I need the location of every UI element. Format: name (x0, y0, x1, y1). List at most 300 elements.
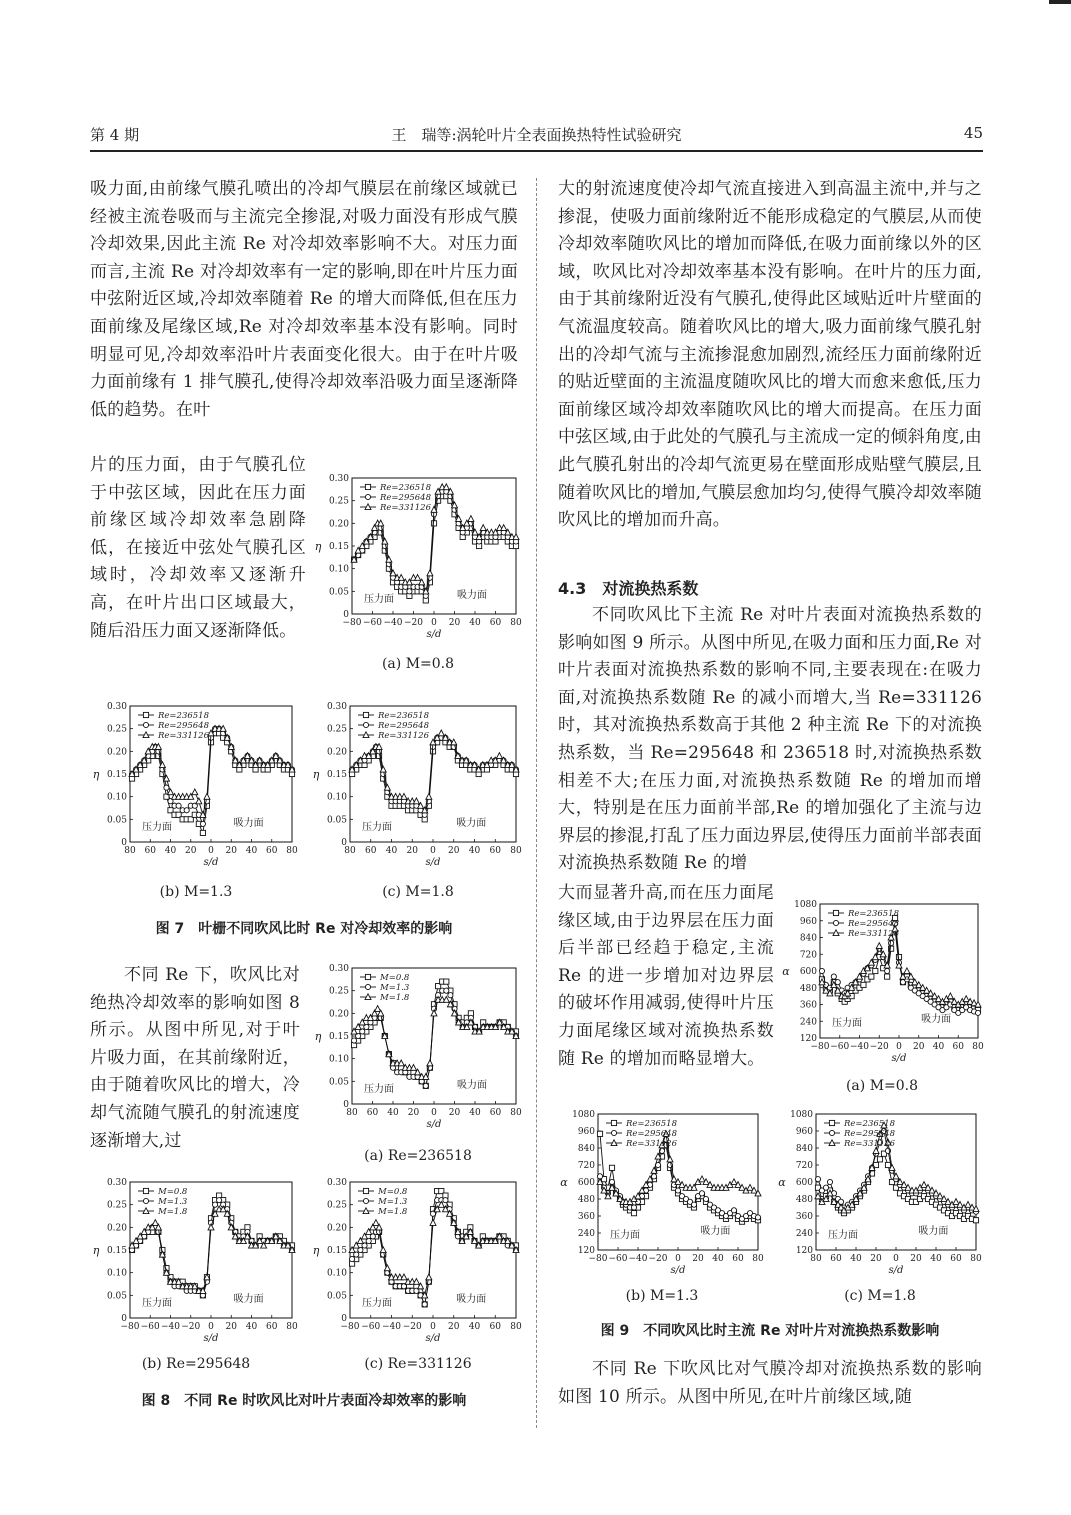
x-tick-label: 60 (952, 1042, 964, 1052)
region-label-pressure: 压力面 (610, 1230, 640, 1241)
y-tick-label: 0.10 (106, 1268, 127, 1279)
region-label-suction: 吸力面 (456, 1080, 487, 1091)
triangle-marker (152, 1220, 158, 1226)
figure9-caption: 图 9 不同吹风比时主流 Re 对叶片对流换热系数影响 (600, 1323, 940, 1339)
triangle-marker (375, 1006, 381, 1012)
circle-marker (443, 1198, 448, 1203)
circle-marker (611, 1130, 616, 1135)
x-axis-label: s/d (891, 1053, 907, 1064)
y-tick-label: 0.20 (326, 1223, 347, 1234)
x-tick-label: 60 (266, 846, 278, 856)
y-axis-label: α (782, 965, 790, 978)
region-label-suction: 吸力面 (233, 818, 264, 829)
legend-label: Re=236518 (626, 1119, 677, 1129)
x-tick-label: 80 (286, 1322, 298, 1332)
circle-marker (184, 808, 189, 813)
legend-label: Re=331126 (158, 731, 209, 741)
page-number: 45 (963, 124, 983, 142)
x-tick-label: 20 (448, 846, 460, 856)
circle-marker (885, 968, 890, 973)
y-tick-label: 960 (577, 1127, 595, 1137)
x-tick-label: 60 (489, 1322, 501, 1332)
region-label-suction: 吸力面 (456, 818, 487, 829)
x-tick-label: 40 (245, 846, 258, 856)
square-marker (200, 830, 205, 835)
triangle-marker (427, 570, 433, 576)
circle-marker (833, 920, 838, 925)
x-tick-label: 60 (144, 846, 156, 856)
x-tick-label: 40 (932, 1042, 945, 1052)
y-tick-label: 0.25 (106, 1200, 127, 1211)
x-tick-label: 60 (489, 846, 501, 856)
x-tick-label: −60 (608, 1254, 628, 1264)
y-tick-label: 0.30 (326, 702, 347, 712)
square-marker (609, 1165, 614, 1170)
legend-label: Re=236518 (158, 711, 209, 721)
x-tick-label: −60 (830, 1042, 850, 1052)
triangle-marker (921, 1182, 927, 1188)
x-tick-label: 20 (448, 1108, 461, 1118)
x-tick-label: 20 (225, 1322, 237, 1332)
left-paragraph-1 (90, 176, 518, 424)
x-tick-label: −20 (404, 618, 423, 628)
triangle-marker (953, 1199, 959, 1205)
region-label-pressure: 压力面 (142, 822, 172, 833)
y-tick-label: 120 (577, 1246, 595, 1256)
y-tick-label: 0.05 (328, 587, 349, 598)
x-tick-label: 0 (431, 618, 437, 628)
legend-label: M=1.8 (378, 1207, 408, 1217)
series-2 (597, 1137, 760, 1222)
left-paragraph-2-text: 不同 Re 下，吹风比对绝热冷却效率的影响如图 8 所示。从图中所见,对于叶片吸力面，在其前缘附近，由于随着吹风比的增大，冷却气流随气膜孔的射流速度逐渐增大,过 (90, 965, 300, 1151)
legend (358, 1187, 408, 1217)
x-tick-label: 20 (913, 1042, 925, 1052)
x-tick-label: 20 (185, 846, 197, 856)
fig8-subcaption-c: (c) Re=331126 (364, 1356, 472, 1372)
y-axis-label: α (778, 1176, 786, 1189)
chart-fig8b (90, 1172, 298, 1352)
x-tick-label: 40 (164, 846, 177, 856)
right-paragraph-3 (558, 1356, 982, 1411)
x-tick-label: −80 (340, 1322, 360, 1332)
x-tick-label: −80 (810, 1042, 830, 1052)
x-tick-label: 20 (406, 846, 418, 856)
square-marker (861, 982, 866, 987)
y-tick-label: 0.25 (326, 1200, 347, 1211)
section-heading: 4.3 对流换热系数 (558, 579, 699, 598)
x-tick-label: 40 (850, 1254, 862, 1264)
legend-label: Re=295648 (848, 919, 899, 929)
square-marker (143, 1188, 148, 1193)
column-divider (536, 178, 537, 1428)
x-tick-label: 40 (712, 1254, 724, 1264)
x-tick-label: −20 (869, 1042, 889, 1052)
y-tick-label: 0.15 (326, 1246, 347, 1256)
circle-marker (143, 1198, 148, 1203)
right-paragraph-2 (558, 602, 982, 878)
left-paragraph-1-wrap-text: 片的压力面，由于气膜孔位于中弦区域，因此在压力面前缘区域冷却效率急剧降低，在接近中弦处气膜孔区域时，冷却效率又逐渐升高，在叶片出口区域最大，随后沿压力面又逐渐降低。 (90, 455, 306, 641)
y-tick-label: 360 (799, 1000, 817, 1011)
issue-number: 第 4 期 (90, 126, 140, 144)
triangle-marker (384, 1265, 390, 1271)
square-marker (363, 712, 368, 717)
region-label-pressure: 压力面 (362, 1298, 392, 1309)
circle-marker (975, 1010, 980, 1015)
series-3 (349, 730, 519, 813)
y-tick-label: 0 (121, 1314, 127, 1324)
circle-marker (827, 1179, 832, 1184)
x-tick-label: 80 (510, 1108, 522, 1118)
y-tick-label: 0.20 (106, 747, 127, 758)
y-tick-label: 600 (795, 1178, 813, 1188)
square-marker (833, 910, 838, 915)
x-tick-label: 80 (972, 1042, 984, 1052)
figure7-caption: 图 7 叶栅不同吹风比时 Re 对冷却效率的影响 (155, 921, 453, 937)
x-tick-label: 40 (385, 846, 398, 856)
circle-marker (819, 968, 824, 973)
chart-fig7a (312, 468, 522, 648)
region-label-pressure: 压力面 (364, 594, 394, 605)
circle-marker (631, 1205, 636, 1210)
circle-marker (691, 1202, 696, 1207)
fig7-subcaption-c: (c) M=1.8 (382, 884, 454, 900)
series-1 (129, 1193, 294, 1298)
y-tick-label: 0.20 (106, 1223, 127, 1234)
y-tick-label: 0 (341, 838, 347, 848)
legend-label: Re=295648 (378, 721, 429, 731)
x-tick-label: −20 (181, 1322, 201, 1332)
page-corner-mark (1049, 0, 1071, 4)
series-line (818, 1125, 976, 1210)
triangle-marker (373, 1220, 379, 1226)
x-axis-label: s/d (426, 1119, 442, 1130)
x-tick-label: 60 (365, 846, 377, 856)
circle-marker (365, 984, 370, 989)
x-tick-label: −40 (383, 618, 403, 628)
region-label-pressure: 压力面 (364, 1084, 394, 1095)
x-tick-label: 60 (732, 1254, 744, 1264)
square-marker (363, 1188, 368, 1193)
y-tick-label: 240 (795, 1229, 813, 1239)
circle-marker (363, 722, 368, 727)
circle-marker (731, 1208, 736, 1213)
circle-marker (889, 940, 894, 945)
triangle-marker (947, 993, 953, 999)
region-label-suction: 吸力面 (456, 590, 487, 601)
legend-label: Re=331126 (626, 1139, 677, 1149)
legend (138, 1187, 188, 1217)
circle-marker (365, 494, 370, 499)
y-tick-label: 360 (577, 1212, 595, 1222)
y-tick-label: 0.20 (326, 747, 347, 758)
x-tick-label: 60 (950, 1254, 962, 1264)
right-paragraph-2-wrap (558, 880, 774, 1073)
x-tick-label: −20 (648, 1254, 668, 1264)
y-tick-label: 0.05 (326, 1291, 347, 1302)
circle-marker (422, 1302, 427, 1307)
triangle-marker (876, 943, 882, 949)
y-tick-label: 0.10 (106, 792, 127, 803)
y-axis-label: η (312, 1244, 320, 1257)
circle-marker (143, 722, 148, 727)
x-tick-label: 0 (208, 1322, 214, 1332)
series-line (132, 1196, 292, 1296)
x-tick-label: 20 (692, 1254, 704, 1264)
legend-label: Re=331126 (378, 731, 429, 741)
legend-label: Re=295648 (380, 493, 431, 503)
x-tick-label: 60 (366, 1108, 379, 1118)
circle-marker (448, 993, 453, 998)
triangle-marker (427, 1060, 433, 1066)
y-tick-label: 0.15 (106, 1246, 127, 1256)
y-tick-label: 0.10 (328, 1054, 349, 1065)
right-paragraph-2-text: 不同吹风比下主流 Re 对叶片表面对流换热系数的影响如图 9 所示。从图中所见,在吸力面和压力面,Re 对叶片表面对流换热系数的影响不同,主要表现在:在吸力面,对流换热系数随 Re 的减小而增大,当 Re=331126 时，其对流换热系数高于其他 2 种主流 Re 下的对流换热系数，当 Re=295648 和 236518 时,对流换热系数相差不大;在压力面,对流换热系数随 Re 的增加而增大，特别是在压力面前半部,Re 的增加强化了主流与边界层的掺混,打乱了压力面边界层,使得压力面前半部表面对流换热系数随 Re 的增 (558, 605, 983, 874)
legend-label: Re=295648 (158, 721, 209, 731)
x-tick-label: 80 (124, 846, 136, 856)
y-tick-label: 360 (795, 1212, 813, 1222)
chart-fig8c (310, 1172, 522, 1352)
square-marker (631, 1211, 636, 1216)
square-marker (873, 968, 878, 973)
y-tick-label: 960 (799, 916, 817, 927)
y-tick-label: 0.15 (328, 1032, 349, 1042)
y-tick-label: 960 (795, 1127, 813, 1137)
legend-label: Re=331126 (848, 929, 899, 939)
triangle-marker (496, 753, 502, 759)
region-label-pressure: 压力面 (362, 822, 392, 833)
square-marker (885, 1162, 890, 1167)
y-tick-label: 0.20 (328, 519, 349, 530)
y-tick-label: 480 (577, 1195, 595, 1205)
chart-fig8a (312, 958, 522, 1138)
circle-marker (831, 974, 836, 979)
x-axis-label: s/d (203, 857, 219, 868)
y-tick-label: 120 (795, 1246, 813, 1256)
square-marker (973, 1218, 978, 1223)
x-tick-label: 0 (431, 1108, 437, 1118)
circle-marker (829, 1130, 834, 1135)
square-marker (597, 1131, 602, 1136)
x-tick-label: 40 (387, 1108, 399, 1118)
square-marker (431, 521, 436, 526)
y-tick-label: 1080 (794, 900, 817, 910)
circle-marker (423, 1083, 428, 1088)
triangle-marker (731, 1179, 737, 1185)
triangle-marker (380, 1247, 386, 1253)
x-tick-label: 80 (970, 1254, 982, 1264)
right-paragraph-1-text: 大的射流速度使冷却气流直接进入到高温主流中,并与之掺混，使吸力面前缘附近不能形成稳定的气膜层,从而使冷却效率随吹风比的增加而降低,在吸力面前缘以外的区域，吹风比对冷却效率基本没有影响。在叶片的压力面,由于其前缘附近没有气膜孔,使得此区域贴近叶片壁面的气流温度较高。随着吹风比的增大,吸力面前缘气膜孔射出的冷却气流与主流掺混愈加剧烈,流经压力面前缘附近的贴近壁面的主流温度随吹风比的增大而愈来愈低,压力面前缘区域冷却效率随吹风比的增大而提高。在压力面中弦区域,由于此处的气膜孔与主流成一定的倾斜角度,由此气膜孔射出的冷却气流更易在壁面形成贴壁气膜层,且随着吹风比的增加,气膜层愈加均匀,使得气膜冷却效率随吹风比的增加而升高。 (558, 179, 983, 531)
x-tick-label: −20 (402, 1322, 422, 1332)
y-tick-label: 0.30 (328, 964, 349, 974)
legend-label: Re=236518 (848, 909, 899, 919)
legend-label: Re=331126 (844, 1139, 895, 1149)
figure8-caption: 图 8 不同 Re 时吹风比对叶片表面冷却效率的影响 (141, 1393, 467, 1409)
region-label-suction: 吸力面 (233, 1294, 264, 1305)
legend-label: M=0.8 (378, 1187, 408, 1197)
legend-label: M=1.3 (378, 1197, 408, 1207)
x-tick-label: −80 (120, 1322, 140, 1332)
triangle-marker (426, 1274, 432, 1280)
left-paragraph-2 (90, 962, 300, 1155)
chart-fig7c (310, 696, 522, 876)
circle-marker (349, 1256, 354, 1261)
legend (606, 1119, 678, 1149)
y-tick-label: 0.05 (106, 1291, 127, 1302)
y-tick-label: 120 (799, 1034, 817, 1044)
y-tick-label: 600 (799, 967, 817, 977)
y-tick-label: 0.20 (328, 1009, 349, 1020)
circle-marker (823, 1185, 828, 1190)
circle-marker (699, 1191, 704, 1196)
x-tick-label: 20 (448, 1322, 460, 1332)
x-tick-label: 0 (675, 1254, 681, 1264)
series-1 (815, 1151, 978, 1223)
triangle-marker (747, 1184, 753, 1190)
x-tick-label: 60 (489, 618, 502, 628)
y-tick-label: 0.25 (328, 986, 349, 997)
x-tick-label: −60 (140, 1322, 160, 1332)
fig9-subcaption-c: (c) M=1.8 (844, 1288, 916, 1304)
y-tick-label: 720 (795, 1161, 813, 1171)
triangle-marker (699, 1176, 705, 1182)
region-label-pressure: 压力面 (832, 1018, 862, 1029)
y-tick-label: 0.10 (328, 564, 349, 575)
x-tick-label: 20 (910, 1254, 922, 1264)
left-paragraph-1-text: 吸力面,由前缘气膜孔喷出的冷却气膜层在前缘区域就已经被主流卷吸而与主流完全掺混,对吸力面没有形成气膜冷却效果,因此主流 Re 对冷却效率影响不大。对压力面而言,主流 Re 对冷却效率有一定的影响,即在叶片压力面中弦附近区域,冷却效率随着 Re 的增大而降低,但在压力面前缘及尾缘区域,Re 对冷却效率基本没有影响。同时明显可见,冷却效率沿叶片表面变化很大。由于在叶片吸力面前缘有 1 排气膜孔,使得冷却效率沿吸力面呈逐渐降低的趋势。在叶 (90, 179, 518, 420)
y-tick-label: 0 (343, 610, 349, 620)
legend-label: M=1.8 (380, 993, 410, 1003)
fig8-subcaption-b: (b) Re=295648 (141, 1356, 251, 1372)
y-tick-label: 1080 (572, 1110, 595, 1120)
circle-marker (835, 980, 840, 985)
triangle-marker (430, 1220, 436, 1226)
y-tick-label: 240 (799, 1017, 817, 1028)
x-tick-label: 0 (893, 1254, 899, 1264)
x-axis-label: s/d (670, 1265, 686, 1276)
series-line (354, 991, 516, 1086)
circle-marker (176, 803, 181, 808)
running-title: 王 瑞等:涡轮叶片全表面换热特性试验研究 (391, 126, 682, 144)
right-paragraph-3-text: 不同 Re 下吹风比对气膜冷却对流换热系数的影响如图 10 所示。从图中所见,在叶片前缘区域,随 (558, 1359, 982, 1407)
legend-label: Re=236518 (380, 483, 431, 493)
x-tick-label: 40 (930, 1254, 942, 1264)
legend (828, 909, 900, 939)
x-tick-label: 0 (430, 846, 436, 856)
y-tick-label: 0.10 (326, 1268, 347, 1279)
triangle-marker (196, 798, 202, 804)
legend-label: M=1.3 (380, 983, 410, 993)
triangle-marker (963, 996, 969, 1002)
square-marker (365, 974, 370, 979)
series-line (354, 982, 516, 1086)
x-axis-label: s/d (425, 1333, 441, 1344)
legend-label: M=0.8 (158, 1187, 188, 1197)
region-label-suction: 吸力面 (456, 1294, 487, 1305)
y-tick-label: 720 (799, 950, 817, 961)
x-axis-label: s/d (425, 857, 441, 868)
y-tick-label: 1080 (790, 1110, 813, 1120)
right-paragraph-1 (558, 176, 982, 535)
y-axis-label: η (314, 540, 322, 553)
chart-fig9b (558, 1104, 764, 1284)
triangle-marker (438, 730, 444, 736)
circle-marker (675, 1188, 680, 1193)
fig9-subcaption-a: (a) M=0.8 (845, 1078, 919, 1094)
header-rule (90, 150, 983, 152)
y-tick-label: 240 (577, 1229, 595, 1239)
x-tick-label: 80 (286, 846, 298, 856)
triangle-marker (192, 789, 198, 795)
circle-marker (363, 1198, 368, 1203)
x-tick-label: 40 (469, 1108, 481, 1118)
left-paragraph-1-wrap (90, 452, 306, 645)
y-tick-label: 0.05 (328, 1077, 349, 1088)
fig7-subcaption-b: (b) M=1.3 (159, 884, 233, 900)
x-tick-label: 40 (245, 1322, 258, 1332)
circle-marker (212, 1202, 217, 1207)
triangle-marker (480, 525, 486, 531)
x-tick-label: −80 (588, 1254, 608, 1264)
region-label-pressure: 压力面 (142, 1298, 172, 1309)
x-tick-label: 0 (430, 1322, 436, 1332)
x-tick-label: 20 (225, 846, 237, 856)
y-tick-label: 0.10 (326, 792, 347, 803)
y-axis-label: α (560, 1176, 568, 1189)
triangle-marker (468, 516, 474, 522)
series-3 (351, 997, 519, 1080)
y-tick-label: 0.05 (326, 815, 347, 826)
x-tick-label: 0 (896, 1042, 902, 1052)
square-marker (143, 712, 148, 717)
y-tick-label: 0.25 (326, 724, 347, 735)
square-marker (877, 1157, 882, 1162)
chart-fig9a (780, 894, 984, 1072)
y-tick-label: 480 (795, 1195, 813, 1205)
y-axis-label: η (92, 1244, 100, 1257)
x-tick-label: 60 (830, 1254, 842, 1264)
x-tick-label: 60 (266, 1322, 278, 1332)
y-tick-label: 840 (795, 1144, 813, 1154)
fig8-subcaption-a: (a) Re=236518 (364, 1148, 472, 1164)
x-tick-label: 0 (208, 846, 214, 856)
square-marker (869, 974, 874, 979)
y-tick-label: 840 (799, 933, 817, 944)
circle-marker (815, 1177, 820, 1182)
legend-label: M=1.3 (158, 1197, 188, 1207)
right-paragraph-2-wrap-text: 大而显著升高,而在压力面尾缘区域,由于边界层在压力面后半部已经趋于稳定,主流 Re 的进一步增加对边界层的破坏作用减弱,使得叶片压力面尾缘区域对流换热系数随 Re 的增加而略显增大。 (558, 883, 774, 1069)
circle-marker (351, 1038, 356, 1043)
legend (824, 1119, 896, 1149)
legend (138, 711, 210, 741)
x-tick-label: 40 (469, 618, 481, 628)
circle-marker (407, 589, 412, 594)
y-tick-label: 0 (121, 838, 127, 848)
region-label-pressure: 压力面 (828, 1230, 858, 1241)
x-tick-label: 60 (489, 1108, 502, 1118)
triangle-marker (204, 793, 210, 799)
legend-label: Re=236518 (378, 711, 429, 721)
square-marker (444, 979, 449, 984)
legend (358, 711, 430, 741)
legend-label: M=1.8 (158, 1207, 188, 1217)
x-tick-label: 80 (510, 618, 522, 628)
x-tick-label: 20 (407, 1108, 420, 1118)
y-tick-label: 0 (343, 1100, 349, 1110)
region-label-suction: 吸力面 (918, 1226, 949, 1237)
x-tick-label: 80 (346, 1108, 358, 1118)
legend-label: Re=331126 (380, 503, 431, 513)
series-line (352, 1205, 516, 1296)
